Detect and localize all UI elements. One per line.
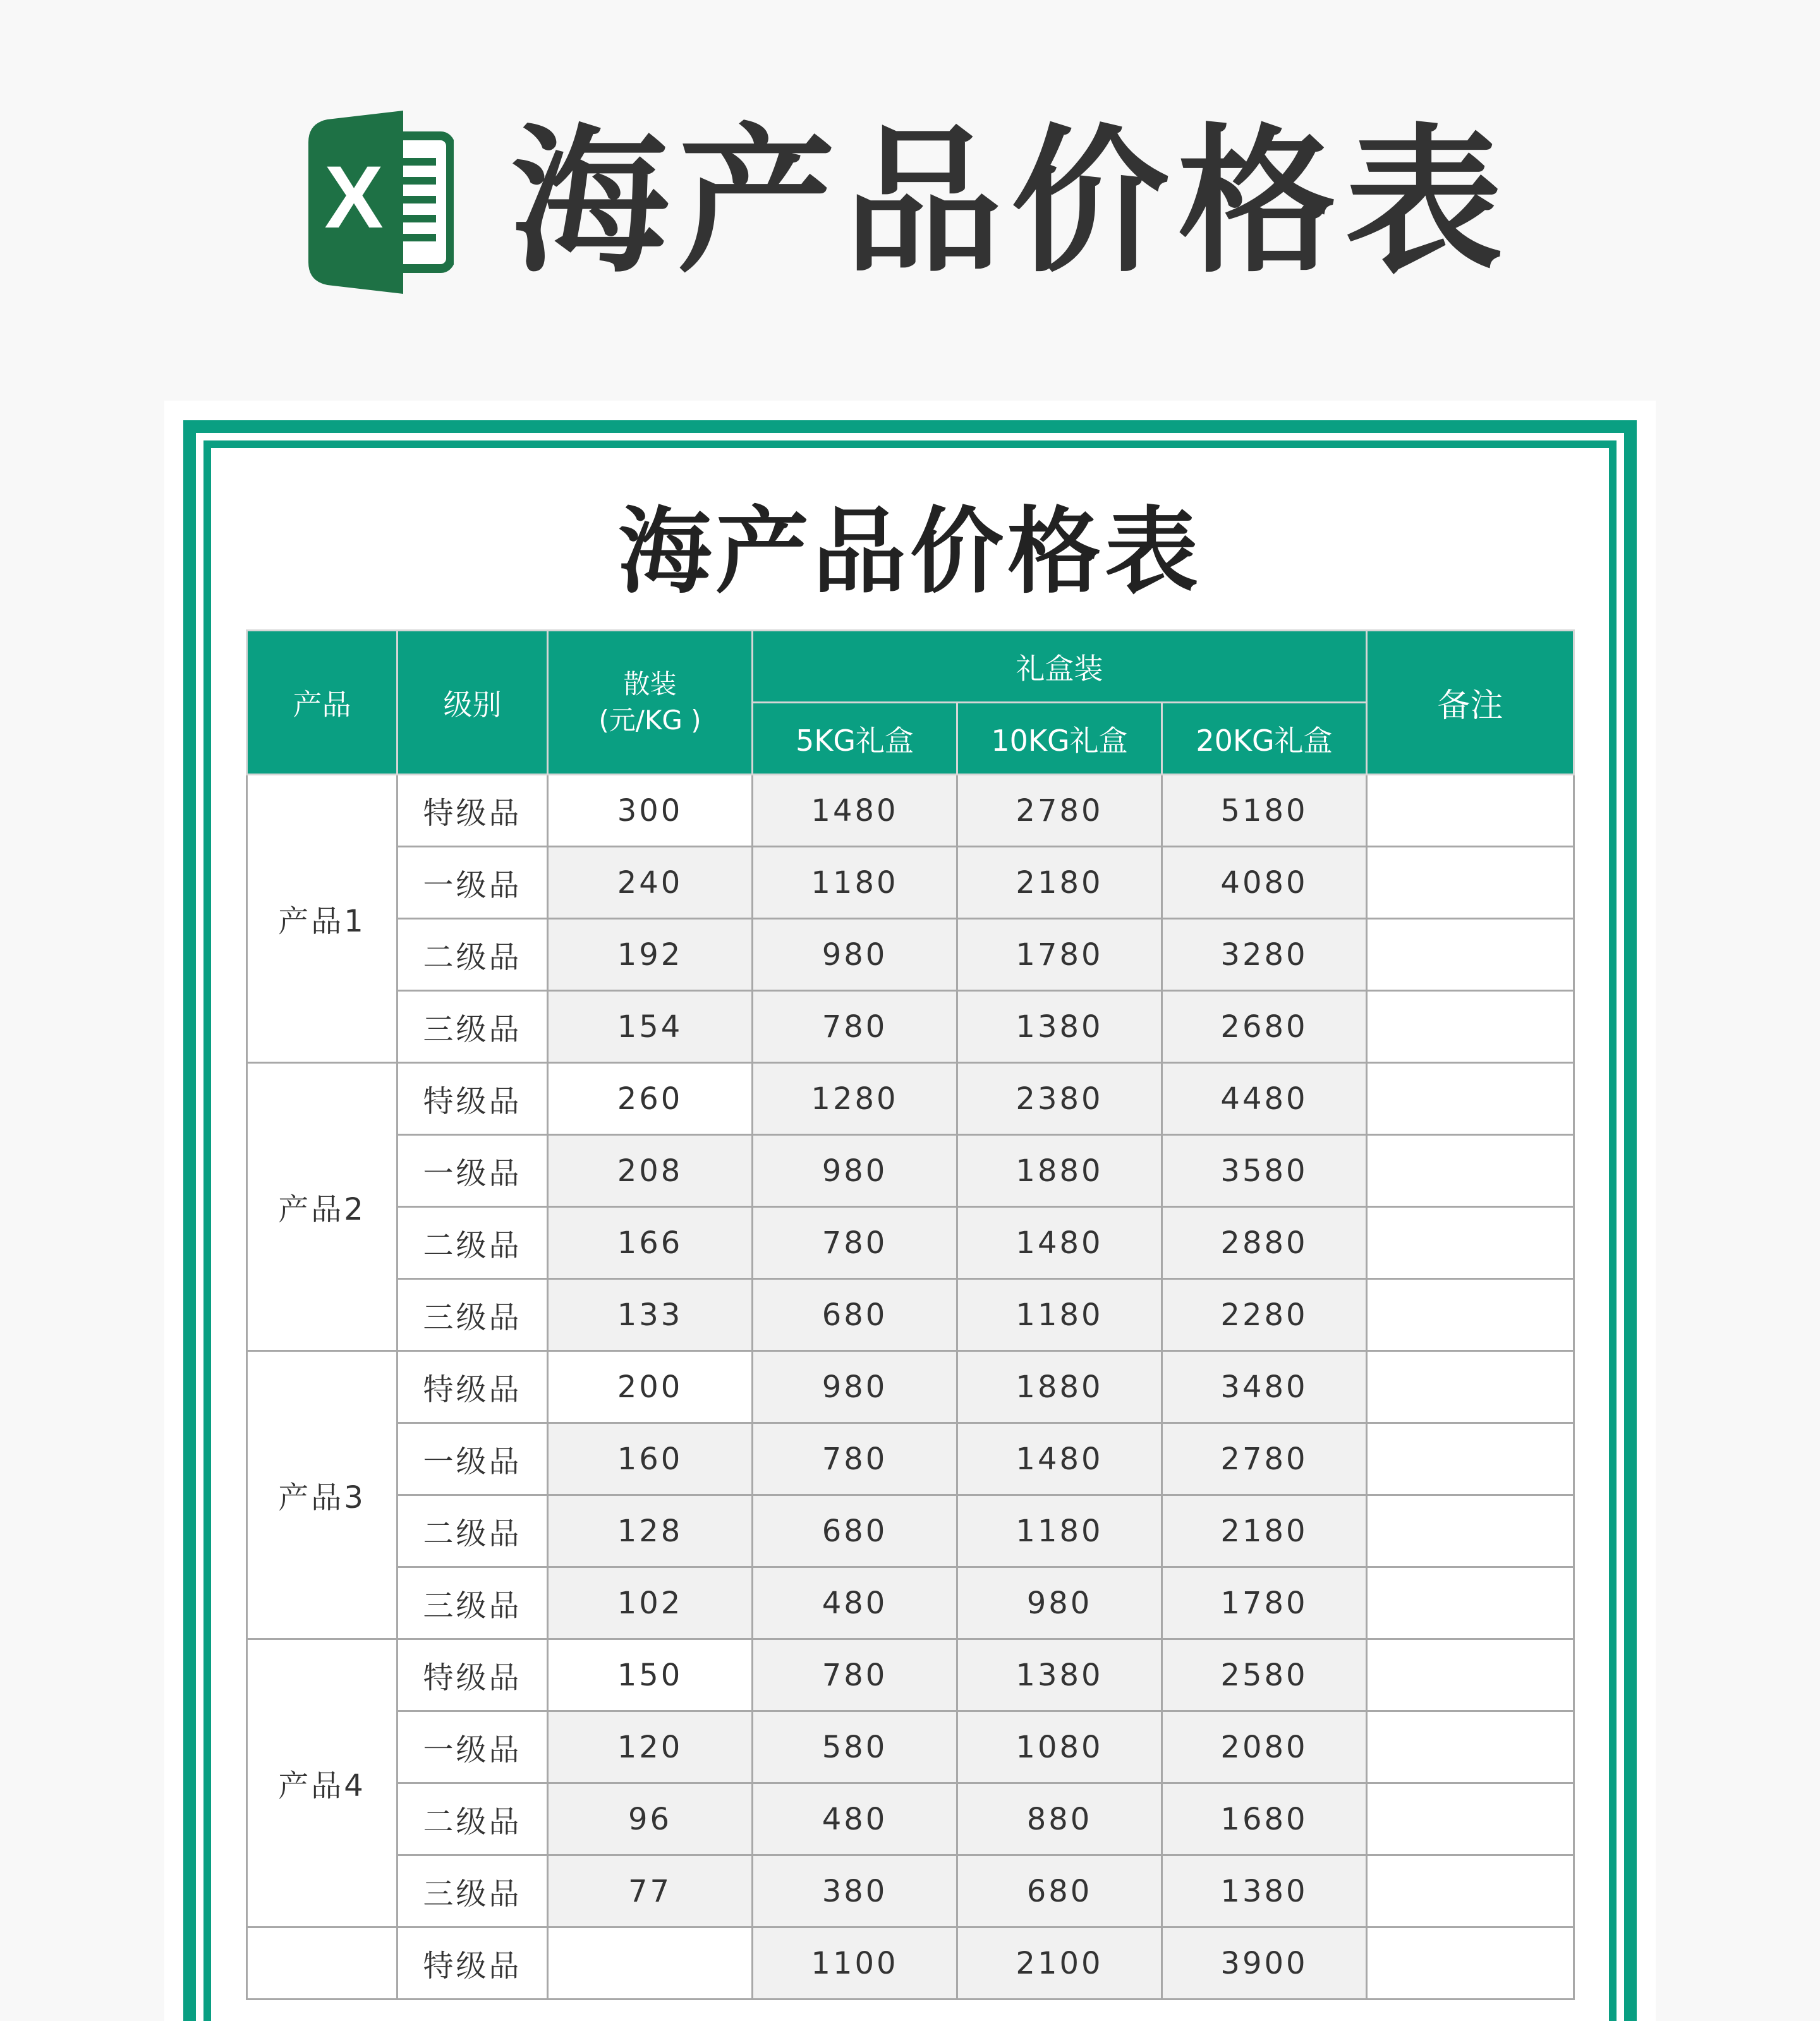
gift-20kg-cell[interactable]: 3580 [1162,1135,1367,1207]
note-cell[interactable] [1367,1639,1574,1711]
gift-5kg-cell[interactable]: 480 [753,1567,957,1639]
bulk-price-cell[interactable]: 120 [548,1711,753,1783]
gift-20kg-cell[interactable]: 2680 [1162,991,1367,1063]
note-cell[interactable] [1367,1855,1574,1927]
gift-10kg-cell[interactable]: 1180 [957,1495,1162,1567]
bulk-price-cell[interactable]: 166 [548,1207,753,1279]
table-row [247,991,1574,1063]
gift-20kg-cell[interactable]: 2880 [1162,1207,1367,1279]
gift-20kg-cell[interactable]: 1780 [1162,1567,1367,1639]
product-cell[interactable] [247,1927,397,2000]
gift-10kg-cell[interactable]: 1880 [957,1135,1162,1207]
header-bulk-unit: (元/KG ) [598,704,701,736]
bulk-price-cell[interactable]: 300 [548,775,753,847]
grade-cell[interactable]: 三级品 [397,1855,548,1927]
note-cell[interactable] [1367,1207,1574,1279]
table-row [247,775,1574,847]
note-cell[interactable] [1367,1063,1574,1135]
gift-10kg-cell[interactable]: 980 [957,1567,1162,1639]
table-row [247,919,1574,991]
bulk-price-cell[interactable]: 260 [548,1063,753,1135]
table-row [247,1495,1574,1567]
gift-10kg-cell[interactable]: 1480 [957,1207,1162,1279]
table-row [247,1855,1574,1927]
product-cell[interactable]: 产品4 [247,1639,397,1927]
gift-5kg-cell[interactable]: 780 [753,991,957,1063]
gift-10kg-cell[interactable]: 1080 [957,1711,1162,1783]
gift-5kg-cell[interactable]: 980 [753,1351,957,1423]
table-row [247,1639,1574,1711]
gift-5kg-cell[interactable]: 1180 [753,847,957,919]
gift-20kg-cell[interactable]: 3900 [1162,1927,1367,2000]
grade-cell[interactable]: 一级品 [397,847,548,919]
gift-20kg-cell[interactable]: 1680 [1162,1783,1367,1855]
grade-cell[interactable]: 三级品 [397,1279,548,1351]
bulk-price-cell[interactable]: 200 [548,1351,753,1423]
header-gift-10kg[interactable]: 10KG礼盒 [957,703,1162,775]
gift-10kg-cell[interactable]: 2780 [957,775,1162,847]
grade-cell[interactable]: 二级品 [397,1207,548,1279]
product-cell[interactable]: 产品1 [247,775,397,1063]
header-gift-20kg[interactable]: 20KG礼盒 [1162,703,1367,775]
bulk-price-cell[interactable]: 160 [548,1423,753,1495]
grade-cell[interactable]: 一级品 [397,1423,548,1495]
header-gift-5kg[interactable]: 5KG礼盒 [753,703,957,775]
note-cell[interactable] [1367,1279,1574,1351]
gift-10kg-cell[interactable]: 1780 [957,919,1162,991]
gift-10kg-cell[interactable]: 1880 [957,1351,1162,1423]
grade-cell[interactable]: 一级品 [397,1711,548,1783]
gift-20kg-cell[interactable]: 1380 [1162,1855,1367,1927]
header-bulk-label: 散装 [623,668,677,700]
bulk-price-cell[interactable]: 240 [548,847,753,919]
gift-5kg-cell[interactable]: 980 [753,919,957,991]
bulk-price-cell[interactable]: 128 [548,1495,753,1567]
gift-5kg-cell[interactable]: 780 [753,1423,957,1495]
note-cell[interactable] [1367,991,1574,1063]
table-row [247,1927,1574,2000]
gift-20kg-cell[interactable]: 2780 [1162,1423,1367,1495]
note-cell[interactable] [1367,1135,1574,1207]
gift-10kg-cell[interactable]: 1380 [957,1639,1162,1711]
gift-5kg-cell[interactable]: 780 [753,1207,957,1279]
table-row [247,1423,1574,1495]
price-table-body [247,775,1574,2000]
table-row [247,1567,1574,1639]
gift-20kg-cell[interactable]: 4480 [1162,1063,1367,1135]
grade-cell[interactable]: 二级品 [397,1783,548,1855]
gift-20kg-cell[interactable]: 3480 [1162,1351,1367,1423]
grade-cell[interactable]: 三级品 [397,991,548,1063]
note-cell[interactable] [1367,1351,1574,1423]
gift-5kg-cell[interactable]: 680 [753,1495,957,1567]
gift-5kg-cell[interactable]: 380 [753,1855,957,1927]
gift-10kg-cell[interactable]: 1480 [957,1423,1162,1495]
gift-20kg-cell[interactable]: 4080 [1162,847,1367,919]
grade-cell[interactable]: 特级品 [397,775,548,847]
product-cell[interactable]: 产品2 [247,1063,397,1351]
note-cell[interactable] [1367,1567,1574,1639]
gift-20kg-cell[interactable]: 2080 [1162,1711,1367,1783]
header-gift-group[interactable]: 礼盒装 [753,631,1367,703]
table-row [247,1783,1574,1855]
bulk-price-cell[interactable]: 96 [548,1783,753,1855]
gift-20kg-cell[interactable]: 2280 [1162,1279,1367,1351]
note-cell[interactable] [1367,1711,1574,1783]
excel-icon [308,111,454,294]
table-row [247,1279,1574,1351]
note-cell[interactable] [1367,1783,1574,1855]
note-cell[interactable] [1367,919,1574,991]
header-bulk[interactable] [548,631,753,775]
bulk-price-cell[interactable]: 154 [548,991,753,1063]
note-cell[interactable] [1367,847,1574,919]
table-row [247,847,1574,919]
gift-5kg-cell[interactable]: 680 [753,1279,957,1351]
grade-cell[interactable]: 二级品 [397,919,548,991]
gift-10kg-cell[interactable]: 2100 [957,1927,1162,2000]
table-row [247,1711,1574,1783]
gift-5kg-cell[interactable]: 1100 [753,1927,957,2000]
page-title: 海产品价格表 [511,110,1512,294]
note-cell[interactable] [1367,1423,1574,1495]
gift-5kg-cell[interactable]: 1480 [753,775,957,847]
gift-20kg-cell[interactable]: 2180 [1162,1495,1367,1567]
note-cell[interactable] [1367,775,1574,847]
gift-10kg-cell[interactable]: 2180 [957,847,1162,919]
gift-20kg-cell[interactable]: 3280 [1162,919,1367,991]
table-row [247,1063,1574,1135]
gift-10kg-cell[interactable]: 2380 [957,1063,1162,1135]
logo-letter: X [324,147,384,246]
bulk-price-cell[interactable]: 208 [548,1135,753,1207]
bulk-price-cell[interactable]: 133 [548,1279,753,1351]
grade-cell[interactable]: 特级品 [397,1063,548,1135]
note-cell[interactable] [1367,1495,1574,1567]
sheet-paper [211,448,1609,2021]
grade-cell[interactable]: 三级品 [397,1567,548,1639]
bulk-price-cell[interactable]: 150 [548,1639,753,1711]
grade-cell[interactable]: 特级品 [397,1927,548,2000]
gift-10kg-cell[interactable]: 680 [957,1855,1162,1927]
gift-10kg-cell[interactable]: 880 [957,1783,1162,1855]
note-cell[interactable] [1367,1927,1574,2000]
header-product[interactable]: 产品 [247,631,397,775]
grade-cell[interactable]: 二级品 [397,1495,548,1567]
price-table [246,629,1575,2000]
gift-5kg-cell[interactable]: 980 [753,1135,957,1207]
grade-cell[interactable]: 特级品 [397,1351,548,1423]
bulk-price-cell[interactable]: 102 [548,1567,753,1639]
bulk-price-cell[interactable]: 77 [548,1855,753,1927]
gift-5kg-cell[interactable]: 780 [753,1639,957,1711]
gift-10kg-cell[interactable]: 1380 [957,991,1162,1063]
gift-10kg-cell[interactable]: 1180 [957,1279,1162,1351]
bulk-price-cell[interactable]: 192 [548,919,753,991]
grade-cell[interactable]: 特级品 [397,1639,548,1711]
header-note[interactable]: 备注 [1367,631,1574,775]
gift-5kg-cell[interactable]: 1280 [753,1063,957,1135]
table-row [247,1351,1574,1423]
table-row [247,1135,1574,1207]
gift-20kg-cell[interactable]: 2580 [1162,1639,1367,1711]
bulk-price-cell[interactable] [548,1927,753,2000]
sheet-title: 海产品价格表 [618,497,1202,606]
gift-5kg-cell[interactable]: 480 [753,1783,957,1855]
table-row [247,1207,1574,1279]
gift-20kg-cell[interactable]: 5180 [1162,775,1367,847]
page-header [0,107,1820,297]
gift-5kg-cell[interactable]: 580 [753,1711,957,1783]
grade-cell[interactable]: 一级品 [397,1135,548,1207]
product-cell[interactable]: 产品3 [247,1351,397,1639]
header-grade[interactable]: 级别 [397,631,548,775]
